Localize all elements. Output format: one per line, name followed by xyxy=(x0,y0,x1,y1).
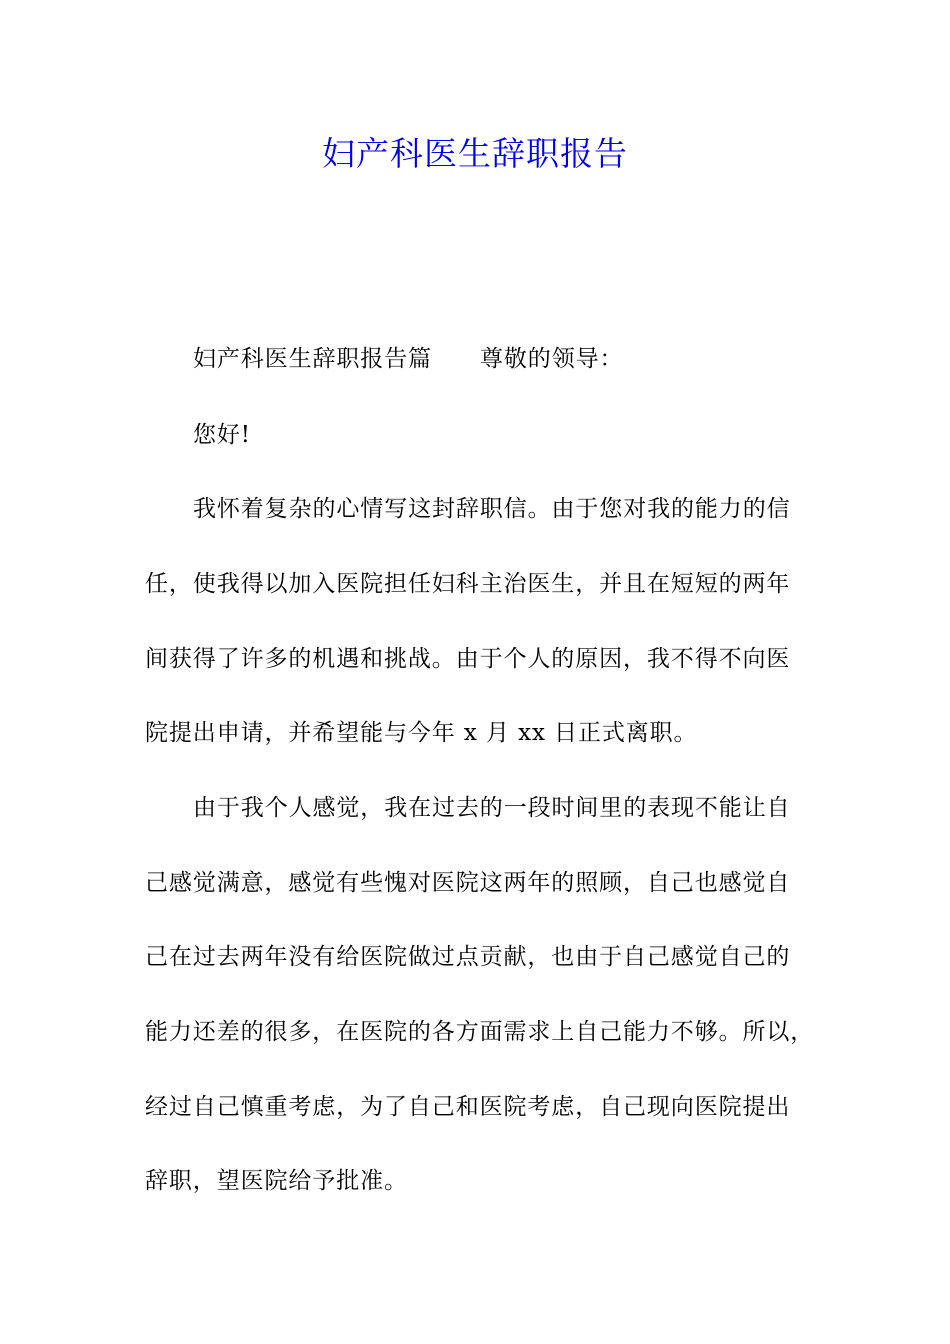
paragraph-2-line-1: 由于我个人感觉，我在过去的一段时间里的表现不能让自 xyxy=(193,795,791,821)
paragraph-1-line-2: 任，使我得以加入医院担任妇科主治医生，并且在短短的两年 xyxy=(145,571,791,597)
paragraph-2-line-5: 经过自己慎重考虑，为了自己和医院考虑，自己现向医院提出 xyxy=(145,1094,791,1120)
paragraph-2-line-4: 能力还差的很多，在医院的各方面需求上自己能力不够。所以， xyxy=(145,1019,815,1045)
paragraph-2-line-6: 辞职，望医院给予批准。 xyxy=(145,1168,408,1194)
paragraph-1-line-3: 间获得了许多的机遇和挑战。由于个人的原因，我不得不向医 xyxy=(145,646,791,672)
paragraph-2-line-3: 己在过去两年没有给医院做过点贡献，也由于自己感觉自己的 xyxy=(145,944,791,970)
opening-line xyxy=(193,344,873,374)
paragraph-1-line-1: 我怀着复杂的心情写这封辞职信。由于您对我的能力的信 xyxy=(193,496,791,522)
paragraph-1-line-4: 院提出申请，并希望能与今年 x 月 xx 日正式离职。 xyxy=(145,720,698,746)
section-heading: 妇产科医生辞职报告篇 xyxy=(193,346,432,372)
paragraph-2-line-2: 己感觉满意，感觉有些愧对医院这两年的照顾，自己也感觉自 xyxy=(145,870,791,896)
greeting: 您好! xyxy=(193,422,251,448)
document-title: 妇产科医生辞职报告 xyxy=(322,134,628,173)
salutation: 尊敬的领导： xyxy=(480,346,624,372)
